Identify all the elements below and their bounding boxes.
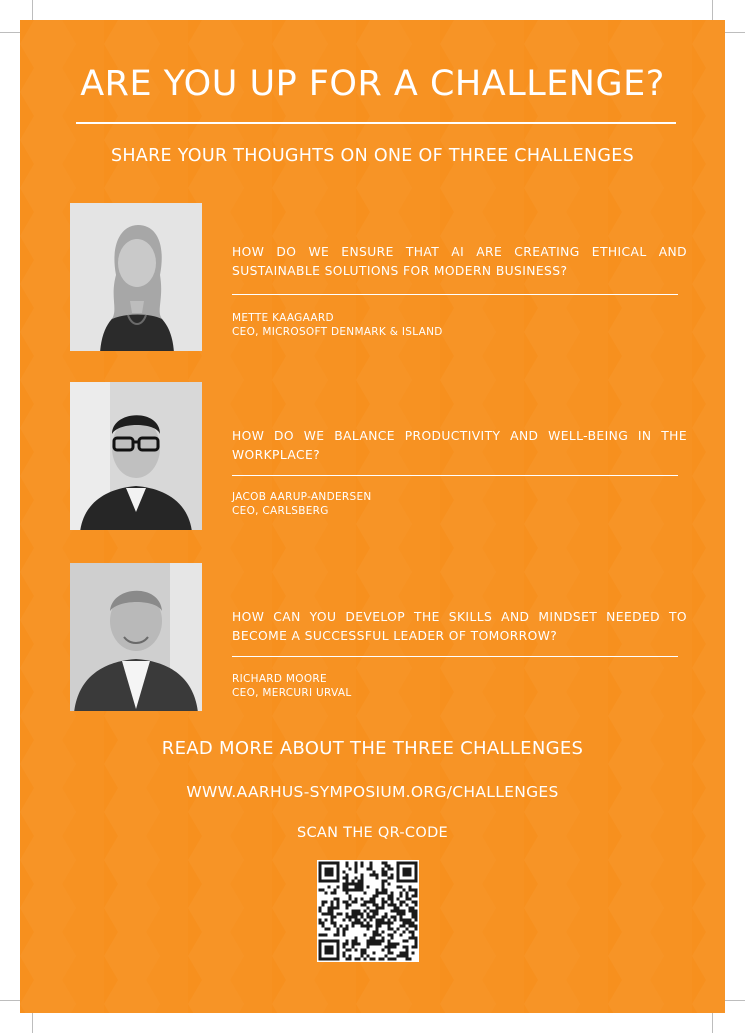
question-divider	[232, 294, 678, 295]
scan-instruction: SCAN THE QR-CODE	[296, 825, 449, 841]
question-divider	[232, 475, 678, 476]
speaker-info	[232, 311, 443, 339]
speaker-role: CEO, MERCURI URVAL	[232, 687, 352, 699]
speaker-name: JACOB AARUP-ANDERSEN	[232, 491, 372, 503]
speaker-info	[232, 490, 372, 518]
crop-mark	[32, 0, 33, 20]
speaker-name: RICHARD MOORE	[232, 673, 327, 685]
speaker-photo	[70, 382, 202, 530]
read-more-heading: READ MORE ABOUT THE THREE CHALLENGES	[161, 738, 584, 759]
speaker-name: METTE KAAGAARD	[232, 312, 334, 324]
challenge-question: HOW DO WE BALANCE PRODUCTIVITY AND WELL-BEING IN THE WORKPLACE?	[232, 429, 687, 462]
challenges-url[interactable]: WWW.AARHUS-SYMPOSIUM.ORG/CHALLENGES	[186, 783, 559, 801]
challenge-card-2	[70, 382, 690, 532]
question-divider	[232, 656, 678, 657]
challenge-card-3	[70, 563, 690, 713]
crop-mark	[0, 1000, 20, 1001]
speaker-role: CEO, CARLSBERG	[232, 505, 329, 517]
speaker-photo	[70, 203, 202, 351]
crop-mark	[725, 32, 745, 33]
speaker-role: CEO, MICROSOFT DENMARK & ISLAND	[232, 326, 443, 338]
crop-mark	[712, 0, 713, 20]
page-subtitle: SHARE YOUR THOUGHTS ON ONE OF THREE CHALLENGES	[110, 146, 635, 166]
crop-mark	[0, 32, 20, 33]
crop-mark	[725, 1000, 745, 1001]
speaker-info	[232, 672, 351, 700]
page-title: ARE YOU UP FOR A CHALLENGE?	[80, 64, 665, 104]
challenge-card-1	[70, 203, 690, 353]
speaker-photo	[70, 563, 202, 711]
qr-code[interactable]	[317, 860, 419, 962]
crop-mark	[712, 1013, 713, 1033]
crop-mark	[32, 1013, 33, 1033]
challenge-question: HOW CAN YOU DEVELOP THE SKILLS AND MINDSET NEEDED TO BECOME A SUCCESSFUL LEADER OF TOMORROW?	[232, 610, 687, 643]
challenge-question: HOW DO WE ENSURE THAT AI ARE CREATING ETHICAL AND SUSTAINABLE SOLUTIONS FOR MODERN BUSINESS?	[232, 245, 687, 278]
challenge-poster	[20, 20, 725, 1013]
title-divider	[76, 122, 676, 124]
